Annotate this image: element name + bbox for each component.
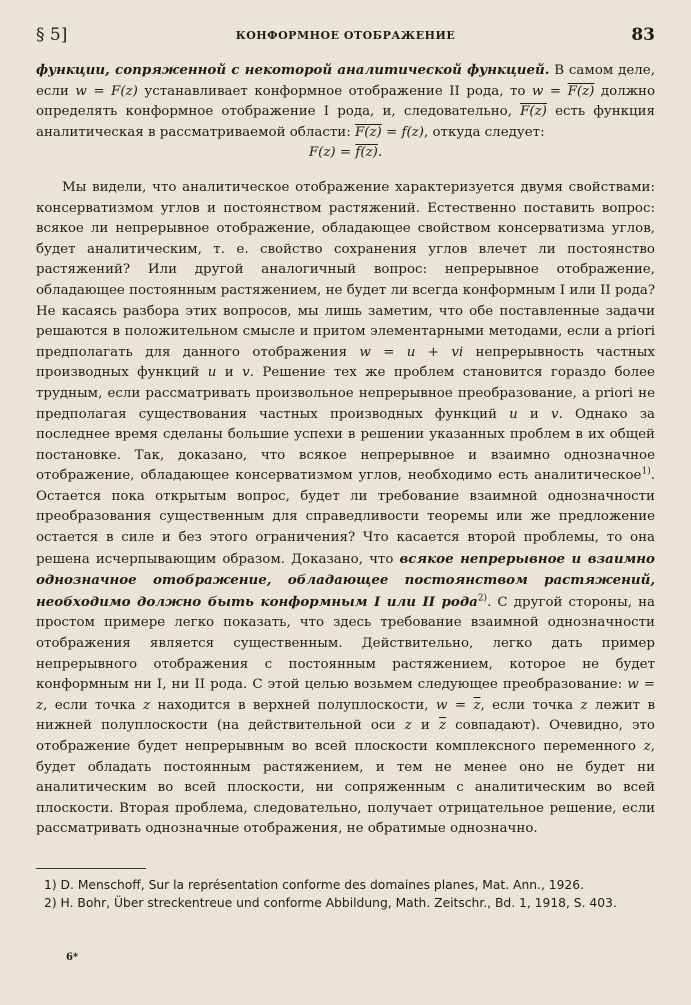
running-title: КОНФОРМНОЕ ОТОБРАЖЕНИЕ	[235, 29, 456, 42]
footnote-ref-2[interactable]: 2)	[477, 593, 488, 604]
intro-paragraph: функции, сопряженной с некоторой аналитической функцией. В самом деле, если w = F(z) устанавливает конформное отображение II рода, то w = F(z) должно определять конформное отображение I рода, и, следовательно, F(z) есть функция аналитическая в рассматриваемой области: F(z) = f(z), откуда следует:	[36, 62, 656, 140]
footnotes	[36, 876, 655, 912]
printer-signature: 6*	[66, 952, 79, 963]
footnote-1: 1) D. Menschoff, Sur la représentation conforme des domaines planes, Mat. Ann., 1926.	[44, 878, 584, 892]
display-formula: F(z) = f(z).	[308, 145, 383, 161]
footnote-ref-1[interactable]: 1)	[641, 466, 651, 477]
section-marker: § 5]	[36, 25, 68, 45]
page-number: 83	[631, 25, 655, 45]
running-header	[36, 25, 655, 49]
main-paragraph: Мы видели, что аналитическое отображение характеризуется двумя свойствами: консерватизмом углов и постоянством растяжений. Естественно поставить вопрос: всякое ли непрерывное отображение, обладающее свойством консерватизма углов, будет аналитическим, т. е. свойство сохранения углов влечет ли постоянство растяжений? Или другой аналогичный вопрос: непрерывное отображение, обладающее постоянным растяжением, не будет ли всегда конформным I или II рода? Не касаясь разбора этих вопросов, мы лишь заметим, что обе поставленные задачи решаются в положительном смысле и притом элементарными методами, если а priori предполагать для данного отображения w = u + vi непрерывность частных производных функций u и v. Решение тех же проблем становится гораздо более трудным, если рассматривать произвольное непрерывное преобразование, а priori не предполагая существования частных производных функций u и v. Однако за последнее время сделаны большие успехи в решении указанных проблем в их общей постановке. Так, доказано, что всякое непрерывное и взаимно однозначное отображение, обладающее консерватизмом углов, необходимо есть аналитическое$^{1)}$. Остается пока открытым вопрос, будет ли требование взаимной однозначности преобразования существенным для справедливости теоремы или же предложение остается в силе и без этого ограничения? Что касается второй проблемы, то она решена исчерпывающим образом. Доказано, что всякое непрерывное и взаимно однозначное отображение, обладающее постоянством растяжений, необходимо должно быть конформным I или II рода$^{2)}$. С другой стороны, на простом примере легко показать, что здесь требование взаимной однозначности отображения является существенным. Действительно, легко дать пример непрерывного отображения с постоянным растяжением, которое не будет конформным ни I, ни II рода. С этой целью возьмем следующее преобразование: w = z, если точка z находится в верхней полуплоскости, $w = \overline{z}$, если точка z лежит в нижней полуплоскости (на действительной оси z и $\overline{z}$ совпадают). Очевидно, это отображение будет непрерывным во всей плоскости комплексного переменного z, будет обладать постоянным растяжением, и тем не менее оно не будет ни аналитическим во всей плоскости, ни сопряженным с аналитическим во всей плоскости. Вторая проблема, следовательно, получает отрицательное решение, если рассматривать однозначные отображения, не обратимые однозначно.	[36, 179, 655, 837]
theorem-emphasis: всякое непрерывное и взаимно однозначное отображение, обладающее постоянством растяжений, необходимо должно быть конформным I или II рода	[36, 550, 655, 610]
main-text	[36, 60, 655, 840]
footnote-2: 2) H. Bohr, Über streckentreue und conforme Abbildung, Math. Zeitschr., Bd. 1, 1918, S. 403.	[44, 896, 617, 910]
footnote-rule	[36, 868, 146, 869]
